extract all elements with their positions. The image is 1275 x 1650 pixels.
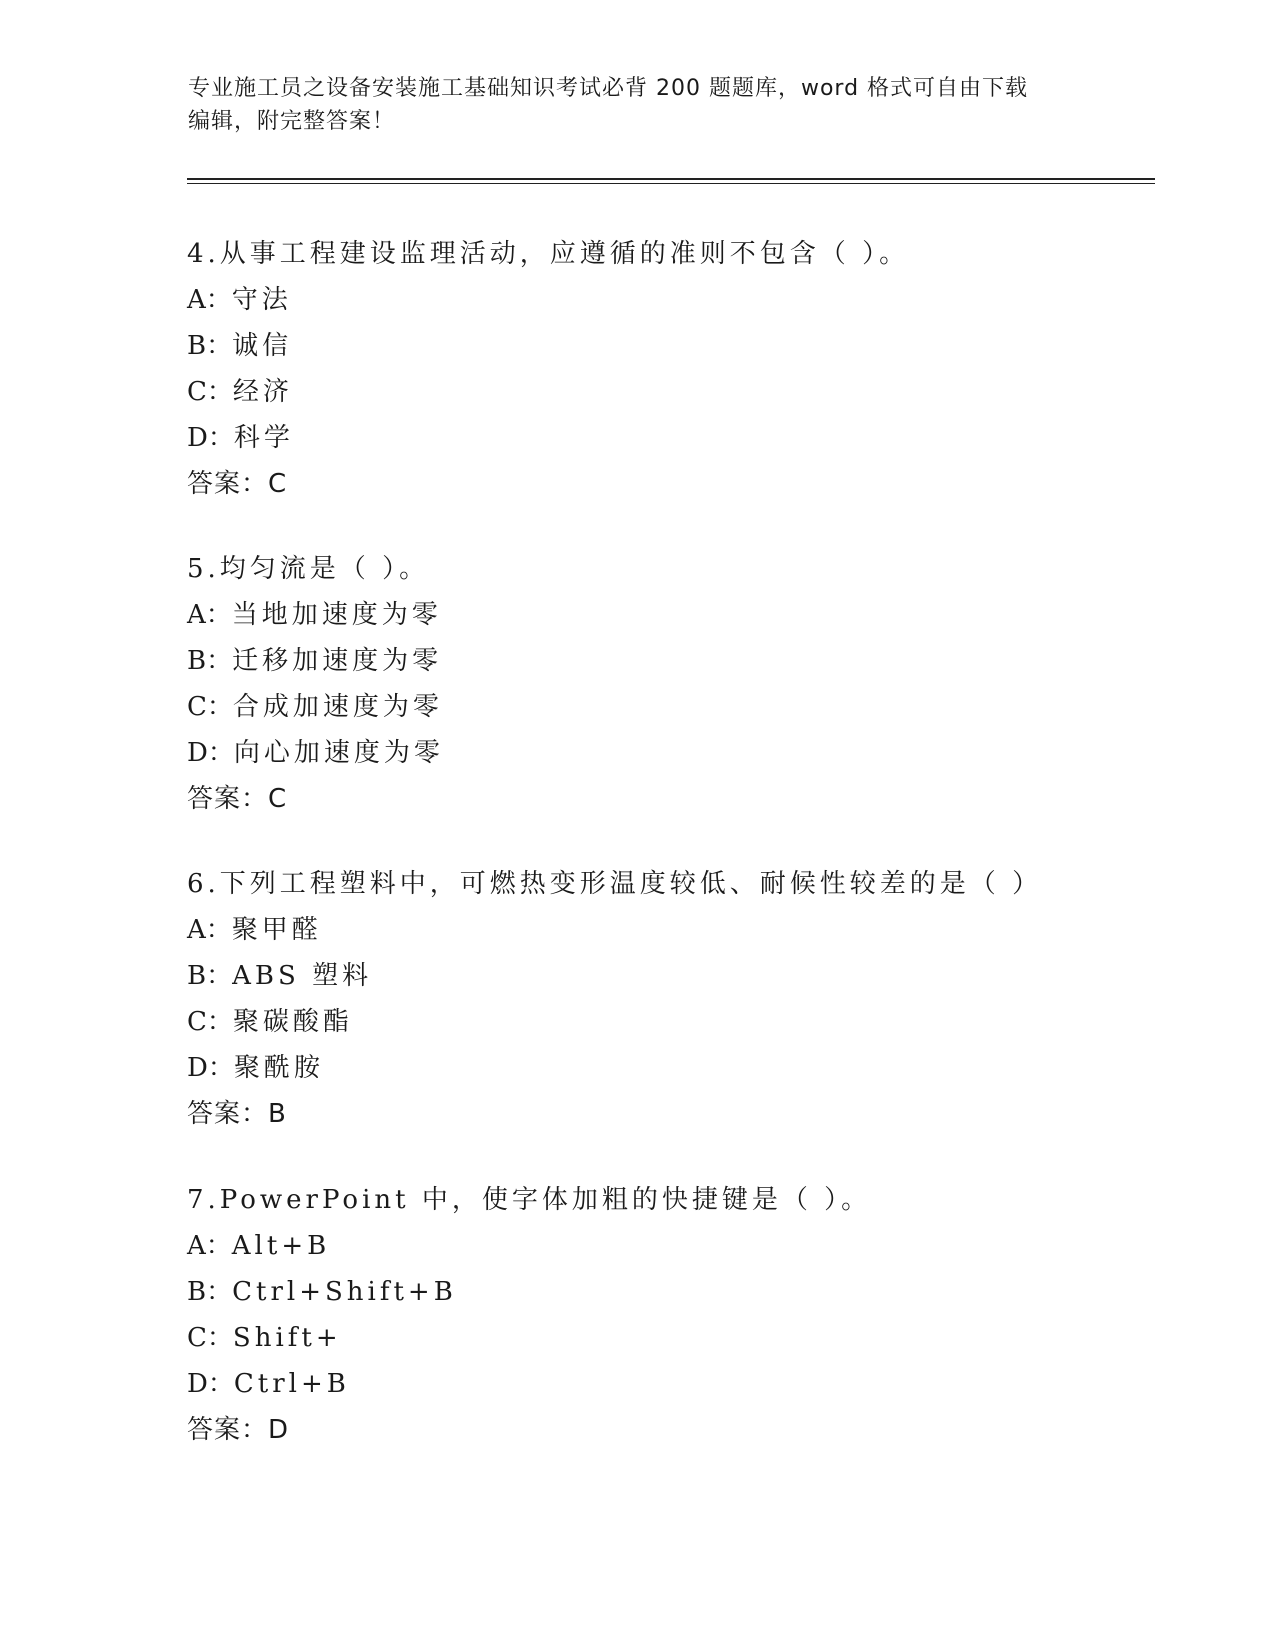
question-block-7 — [187, 1184, 1187, 1446]
option-text: 聚碳酸酯 — [232, 1007, 353, 1037]
option-d — [187, 737, 1187, 769]
option-letter: C： — [187, 692, 233, 722]
question-block-5 — [187, 553, 1187, 815]
option-letter: A： — [187, 915, 232, 945]
option-b — [187, 330, 1187, 362]
option-d — [187, 1052, 1187, 1084]
option-text: 守法 — [231, 285, 292, 315]
answer-line: 答案：C — [187, 469, 288, 499]
option-text: 迁移加速度为零 — [232, 646, 443, 676]
option-letter: C： — [187, 377, 233, 407]
document-header — [188, 72, 1078, 138]
option-a — [187, 1230, 1187, 1262]
answer-line: 答案：C — [187, 784, 288, 814]
option-c — [187, 1006, 1187, 1038]
option-a — [187, 284, 1187, 316]
question-stem: 5.均匀流是（ ）。 — [187, 554, 430, 584]
header-divider-thin — [187, 183, 1155, 184]
option-text: 聚酰胺 — [233, 1053, 324, 1083]
question-block-4 — [187, 238, 1187, 500]
option-letter: D： — [187, 1053, 234, 1083]
option-a — [187, 599, 1187, 631]
option-letter: C： — [187, 1007, 233, 1037]
option-text: Alt+B — [231, 1231, 331, 1261]
header-line-2: 编辑，附完整答案！ — [188, 109, 396, 134]
answer-line: 答案：D — [187, 1415, 290, 1445]
option-b — [187, 960, 1187, 992]
header-divider-thick — [187, 178, 1155, 180]
option-text: ABS 塑料 — [232, 961, 373, 991]
question-stem: 6.下列工程塑料中，可燃热变形温度较低、耐候性较差的是（ ） — [187, 869, 1043, 899]
option-b — [187, 1276, 1187, 1308]
question-block-6 — [187, 868, 1187, 1130]
question-stem: 7.PowerPoint 中，使字体加粗的快捷键是（ ）。 — [187, 1185, 872, 1215]
header-line-1: 专业施工员之设备安装施工基础知识考试必背 200 题题库，word 格式可自由下载 — [188, 76, 1029, 101]
option-letter: D： — [187, 738, 234, 768]
option-text: 合成加速度为零 — [232, 692, 443, 722]
option-d — [187, 1368, 1187, 1400]
option-a — [187, 914, 1187, 946]
option-text: Shift+ — [232, 1323, 342, 1353]
answer-line: 答案：B — [187, 1099, 287, 1129]
option-letter: A： — [187, 600, 232, 630]
option-letter: C： — [187, 1323, 233, 1353]
option-c — [187, 1322, 1187, 1354]
option-letter: B： — [187, 961, 233, 991]
option-text: Ctrl+B — [233, 1369, 350, 1399]
option-letter: B： — [187, 331, 233, 361]
option-text: 经济 — [232, 377, 293, 407]
option-d — [187, 422, 1187, 454]
option-text: 诚信 — [232, 331, 293, 361]
question-stem: 4.从事工程建设监理活动，应遵循的准则不包含（ ）。 — [187, 239, 910, 269]
option-letter: D： — [187, 1369, 234, 1399]
option-text: Ctrl+Shift+B — [232, 1277, 457, 1307]
option-text: 向心加速度为零 — [233, 738, 444, 768]
option-letter: A： — [187, 285, 232, 315]
option-c — [187, 691, 1187, 723]
option-text: 当地加速度为零 — [231, 600, 442, 630]
option-b — [187, 645, 1187, 677]
option-letter: B： — [187, 646, 233, 676]
option-letter: B： — [187, 1277, 233, 1307]
option-text: 聚甲醛 — [231, 915, 322, 945]
option-letter: D： — [187, 423, 234, 453]
option-letter: A： — [187, 1231, 232, 1261]
option-text: 科学 — [233, 423, 294, 453]
option-c — [187, 376, 1187, 408]
